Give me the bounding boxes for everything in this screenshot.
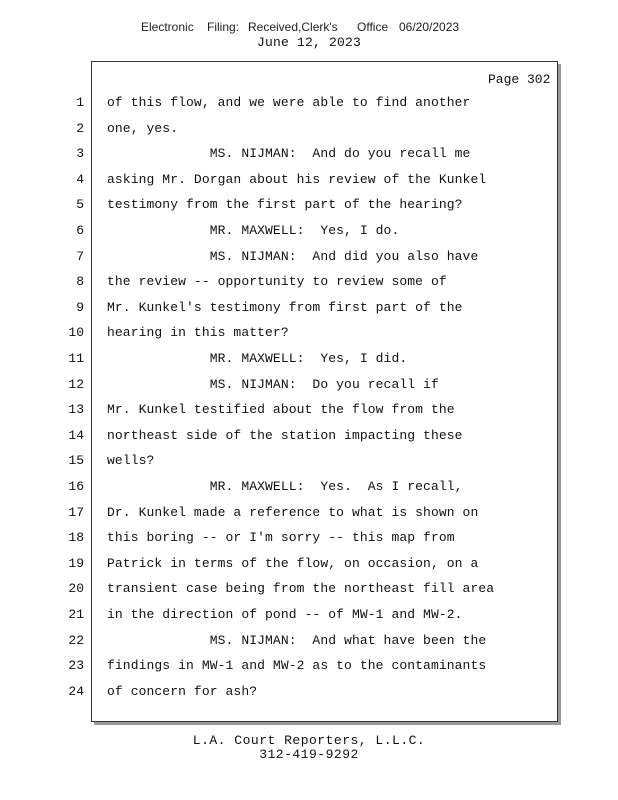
line-number: 4 — [76, 172, 84, 187]
line-number: 10 — [68, 325, 84, 340]
transcript-line-text: MR. MAXWELL: Yes, I did. — [107, 351, 408, 366]
line-number: 2 — [76, 121, 84, 136]
line-number: 18 — [68, 530, 84, 545]
transcript-line-text: Dr. Kunkel made a reference to what is shown on — [107, 505, 479, 520]
line-number: 3 — [76, 146, 84, 161]
filing-stamp-date: 06/20/2023 — [399, 20, 460, 34]
transcript-line-text: the review -- opportunity to review some of — [107, 274, 447, 289]
transcript-line-text: northeast side of the station impacting these — [107, 428, 463, 443]
line-number: 11 — [68, 351, 84, 366]
court-reporter-name: L.A. Court Reporters, L.L.C. — [192, 733, 426, 748]
transcript-line-text: transient case being from the northeast fill area — [107, 581, 495, 596]
transcript-line-text: hearing in this matter? — [107, 325, 289, 340]
line-number: 19 — [68, 556, 84, 571]
line-number: 12 — [68, 377, 84, 392]
transcript-line-text: findings in MW-1 and MW-2 as to the contaminants — [107, 658, 487, 673]
filing-stamp-office: Office — [357, 20, 389, 34]
page-number: Page 302 — [488, 72, 551, 87]
transcript-line-text: MS. NIJMAN: And do you recall me — [107, 146, 471, 161]
line-number: 8 — [76, 274, 84, 289]
transcript-line-text: MS. NIJMAN: And did you also have — [107, 249, 479, 264]
transcript-line-text: MR. MAXWELL: Yes. As I recall, — [107, 479, 463, 494]
transcript-line-text: asking Mr. Dorgan about his review of the Kunkel — [107, 172, 487, 187]
line-number: 6 — [76, 223, 84, 238]
line-number: 5 — [76, 197, 84, 212]
transcript-line-text: MS. NIJMAN: Do you recall if — [107, 377, 439, 392]
transcript-line-text: Mr. Kunkel's testimony from first part of the — [107, 300, 463, 315]
line-number: 16 — [68, 479, 84, 494]
line-number: 7 — [76, 249, 84, 264]
line-number: 14 — [68, 428, 84, 443]
line-number: 13 — [68, 402, 84, 417]
court-reporter-phone: 312-419-9292 — [259, 747, 359, 762]
line-number: 24 — [68, 684, 84, 699]
transcript-line-text: in the direction of pond -- of MW-1 and MW-2. — [107, 607, 463, 622]
line-number: 15 — [68, 453, 84, 468]
transcript-line-text: Patrick in terms of the flow, on occasion, on a — [107, 556, 479, 571]
transcript-line-text: testimony from the first part of the hearing? — [107, 197, 463, 212]
transcript-line-text: this boring -- or I'm sorry -- this map from — [107, 530, 455, 545]
line-number: 20 — [68, 581, 84, 596]
transcript-line-text: MS. NIJMAN: And what have been the — [107, 633, 487, 648]
transcript-line-text: MR. MAXWELL: Yes, I do. — [107, 223, 400, 238]
transcript-line-text: of concern for ash? — [107, 684, 258, 699]
filing-stamp-received: Received,Clerk's — [248, 20, 338, 34]
hearing-date: June 12, 2023 — [256, 35, 362, 50]
transcript-line-text: wells? — [107, 453, 155, 468]
line-number: 9 — [76, 300, 84, 315]
line-number: 22 — [68, 633, 84, 648]
filing-stamp-electronic: Electronic — [141, 20, 194, 34]
transcript-line-text: Mr. Kunkel testified about the flow from the — [107, 402, 455, 417]
line-number: 21 — [68, 607, 84, 622]
filing-stamp-filing: Filing: — [207, 20, 240, 34]
transcript-line-text: one, yes. — [107, 121, 179, 136]
transcript-line-text: of this flow, and we were able to find another — [107, 95, 471, 110]
line-number: 1 — [76, 95, 84, 110]
line-number: 17 — [68, 505, 84, 520]
line-number: 23 — [68, 658, 84, 673]
